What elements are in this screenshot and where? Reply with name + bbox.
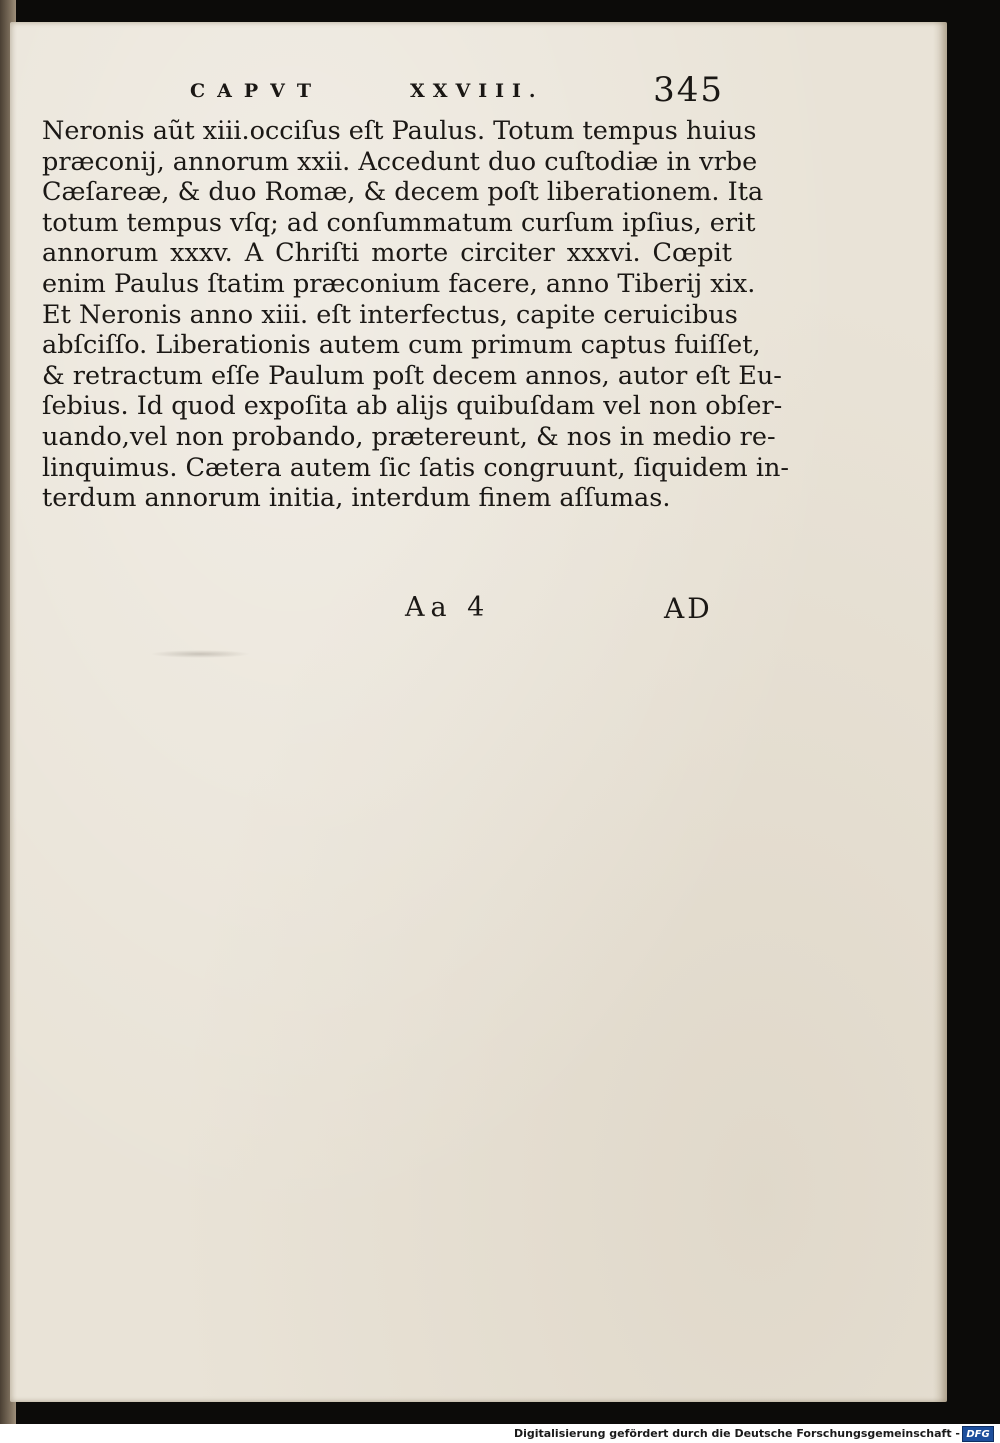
catchword: AD bbox=[664, 592, 713, 625]
text-line: Et Neronis anno xiii. eſt interfectus, capite ceruicibus bbox=[42, 299, 738, 330]
ink-smudge bbox=[150, 650, 250, 658]
running-head-caput: CAPVT bbox=[190, 80, 324, 102]
text-line: totum tempus vſq; ad conſummatum curſum ipſius, erit bbox=[42, 207, 756, 238]
text-line: linquimus. Cætera autem ſic ſatis congruunt, ſiquidem in- bbox=[42, 452, 790, 483]
text-line: ſebius. Id quod expoſita ab alijs quibuſdam vel non obſer- bbox=[42, 391, 783, 422]
footer-credit: Digitalisierung gefördert durch die Deutsche Forschungsgemeinschaft - bbox=[513, 1427, 960, 1440]
text-line: Cæſareæ, & duo Romæ, & decem poſt liberationem. Ita bbox=[42, 177, 764, 208]
dfg-logo: DFG bbox=[962, 1426, 994, 1442]
page-number: 345 bbox=[653, 70, 724, 110]
text-line: enim Paulus ſtatim præconium facere, anno Tiberij xix. bbox=[42, 268, 756, 299]
text-line: terdum annorum initia, interdum finem aſſumas. bbox=[42, 483, 671, 514]
text-line: annorum xxxv. A Chriſti morte circiter xxxvi. Cœpit bbox=[42, 238, 732, 269]
page-edge-shadow bbox=[933, 22, 947, 1402]
running-head bbox=[190, 62, 730, 112]
signature-mark: Aa 4 bbox=[405, 592, 491, 623]
body-text bbox=[42, 116, 790, 514]
text-line: præconij, annorum xxii. Accedunt duo cuſtodiæ in vrbe bbox=[42, 146, 758, 177]
text-line: uando,vel non probando, prætereunt, & nos in medio re- bbox=[42, 421, 776, 452]
text-line: & retractum eſſe Paulum poſt decem annos, autor eſt Eu- bbox=[42, 360, 782, 391]
text-line: Neronis aũt xiii.occiſus eſt Paulus. Totum tempus huius bbox=[42, 116, 757, 146]
running-head-chapter: XXVIII. bbox=[410, 80, 544, 102]
text-line: abſciſſo. Liberationis autem cum primum captus fuiſſet, bbox=[42, 330, 761, 361]
